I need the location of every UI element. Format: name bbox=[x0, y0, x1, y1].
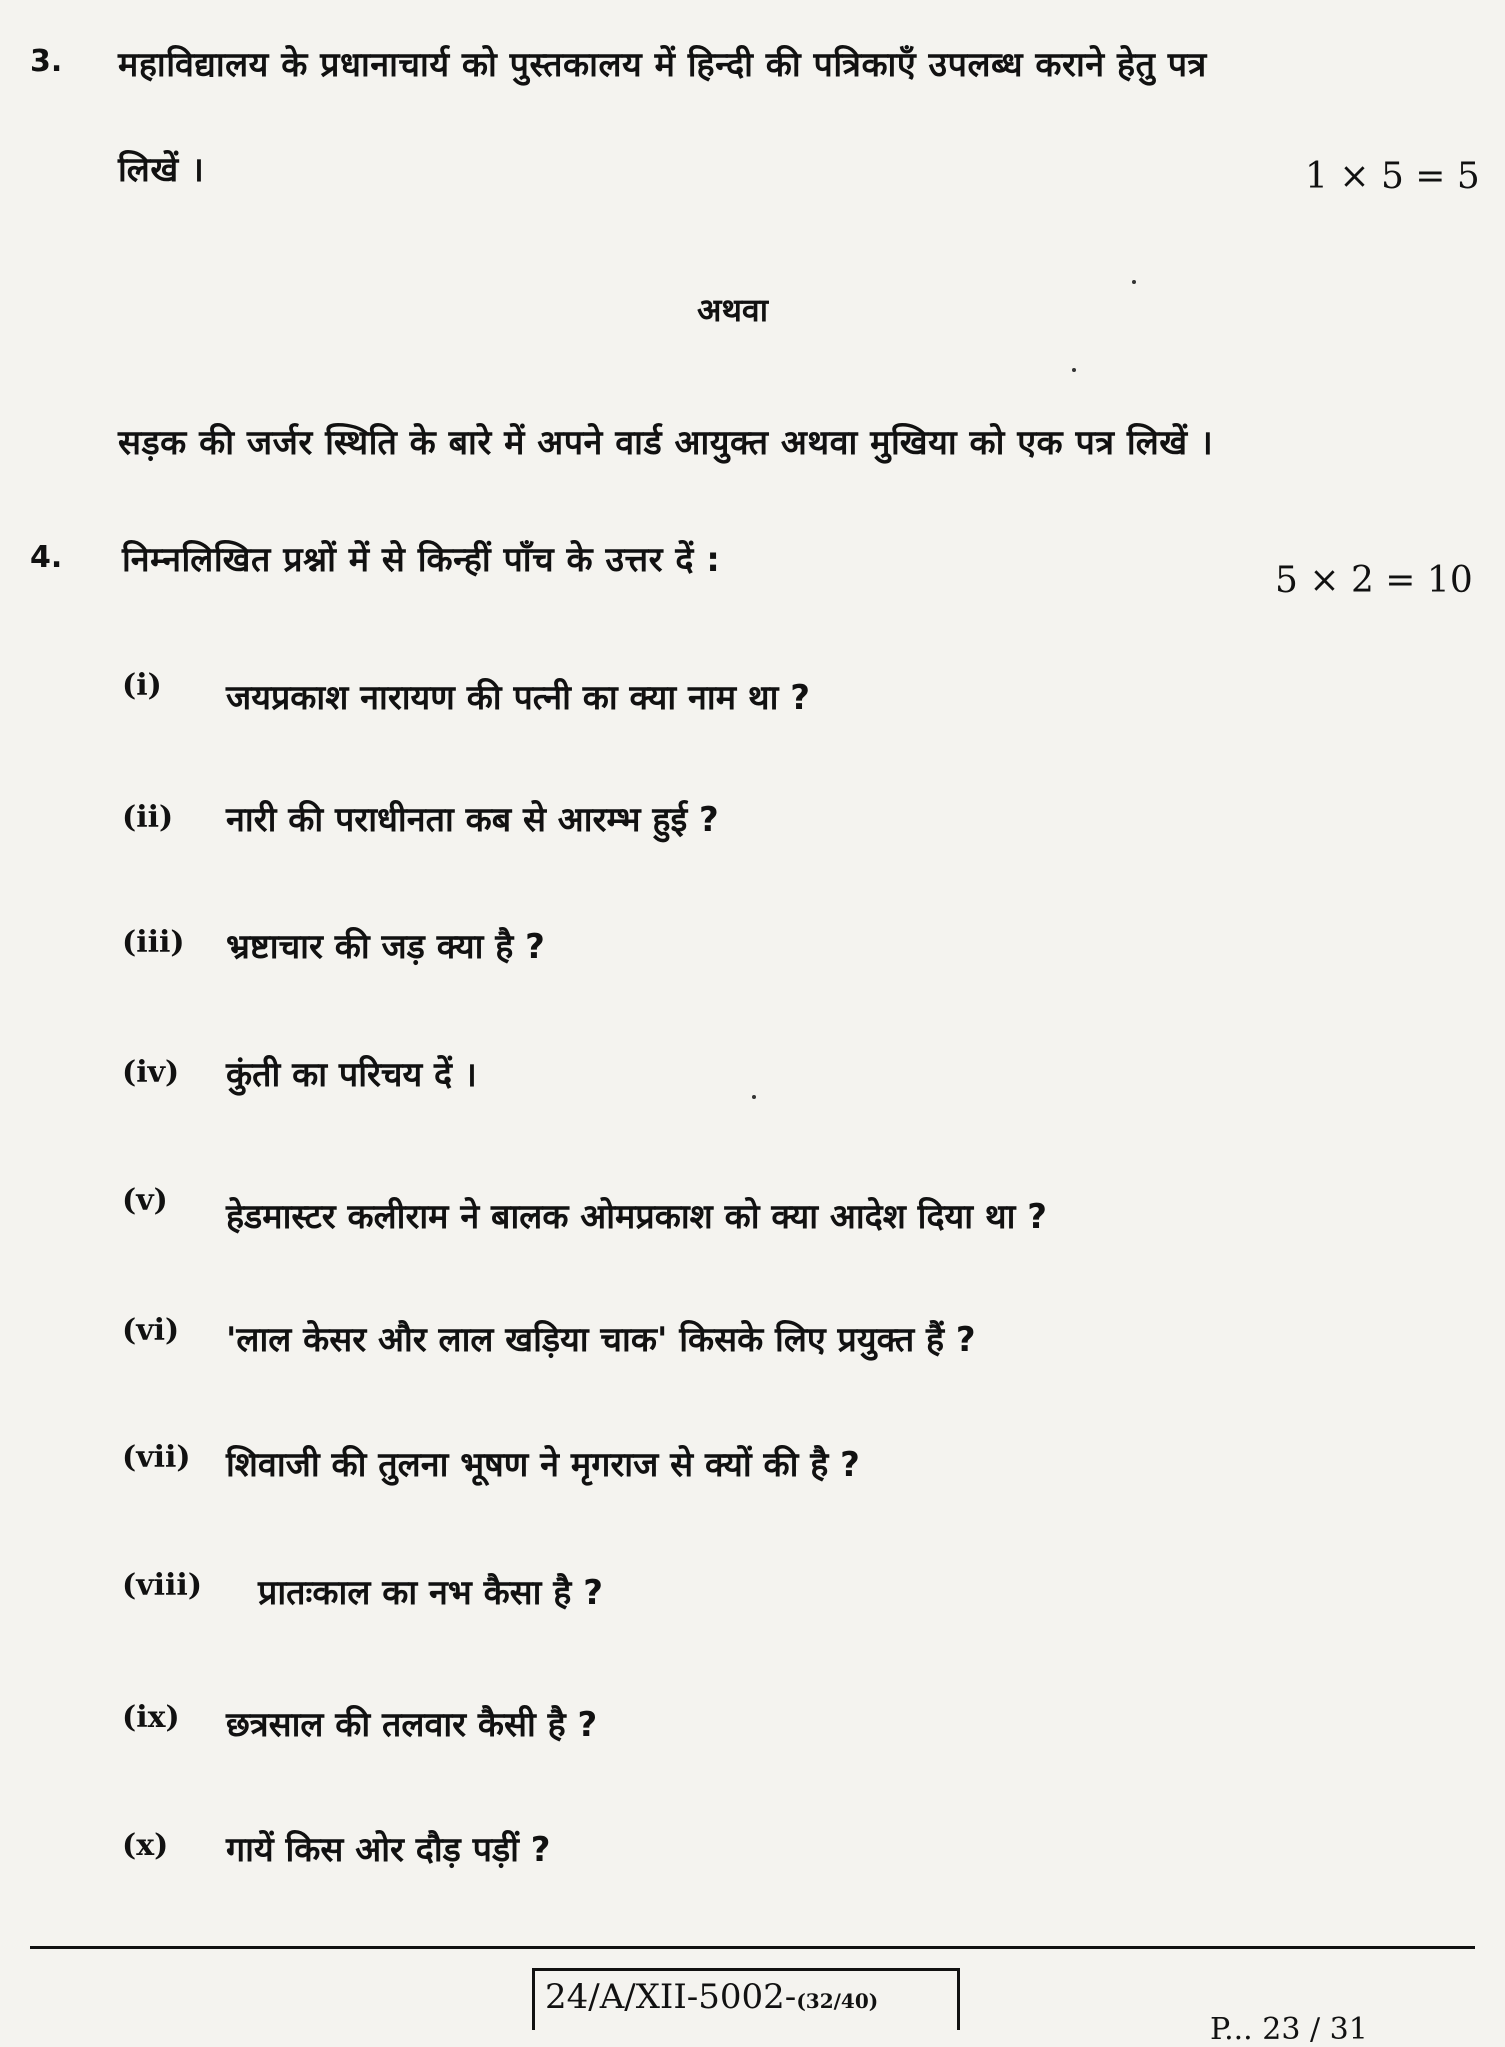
question-3-text-line1: महाविद्यालय के प्रधानाचार्य को पुस्तकालय में हिन्दी की पत्रिकाएँ उपलब्ध कराने हेतु पत्र bbox=[118, 45, 1207, 85]
subquestion-label: (iv) bbox=[122, 1055, 180, 1090]
subquestion-text: नारी की पराधीनता कब से आरम्भ हुई ? bbox=[226, 800, 719, 840]
subquestion-text: जयप्रकाश नारायण की पत्नी का क्या नाम था ? bbox=[226, 678, 810, 718]
question-3-number: 3. bbox=[30, 44, 63, 79]
subquestion-label: (vii) bbox=[122, 1440, 191, 1475]
scan-speck bbox=[1132, 280, 1136, 284]
subquestion-label: (ii) bbox=[122, 800, 174, 835]
footer-divider bbox=[30, 1946, 1475, 1949]
subquestion-label: (iii) bbox=[122, 925, 185, 960]
question-4-number: 4. bbox=[30, 540, 63, 575]
subquestion-text: छत्रसाल की तलवार कैसी है ? bbox=[226, 1705, 598, 1745]
subquestion-text: हेडमास्टर कलीराम ने बालक ओमप्रकाश को क्या आदेश दिया था ? bbox=[226, 1197, 1047, 1237]
subquestion-label: (x) bbox=[122, 1828, 169, 1863]
scan-speck bbox=[1072, 368, 1076, 372]
subquestion-text: शिवाजी की तुलना भूषण ने मृगराज से क्यों की है ? bbox=[226, 1445, 860, 1485]
subquestion-text: भ्रष्टाचार की जड़ क्या है ? bbox=[226, 927, 545, 967]
scan-speck bbox=[752, 1095, 756, 1099]
subquestion-label: (viii) bbox=[122, 1568, 203, 1603]
subquestion-text: गायें किस ओर दौड़ पड़ीं ? bbox=[226, 1830, 551, 1870]
paper-code: 24/A/XII-5002- bbox=[545, 1977, 797, 2017]
question-3-alternative-text: सड़क की जर्जर स्थिति के बारे में अपने वार्ड आयुक्त अथवा मुखिया को एक पत्र लिखें । bbox=[118, 423, 1214, 463]
subquestion-label: (i) bbox=[122, 668, 162, 703]
page-number-fragment: P... 23 / 31 bbox=[1210, 2012, 1368, 2047]
subquestion-label: (ix) bbox=[122, 1700, 180, 1735]
paper-code-box bbox=[532, 1968, 960, 2030]
paper-code-suffix: (32/40) bbox=[796, 1989, 879, 2013]
subquestion-text: प्रातःकाल का नभ कैसा है ? bbox=[258, 1573, 603, 1613]
subquestion-text: 'लाल केसर और लाल खड़िया चाक' किसके लिए प्रयुक्त हैं ? bbox=[226, 1320, 976, 1360]
subquestion-text: कुंती का परिचय दें । bbox=[226, 1055, 477, 1095]
subquestion-label: (v) bbox=[122, 1183, 168, 1218]
or-divider: अथवा bbox=[697, 291, 768, 329]
question-4-marks: 5 × 2 = 10 bbox=[1275, 560, 1473, 601]
question-3-text-line2: लिखें । bbox=[118, 150, 205, 190]
question-4-text: निम्नलिखित प्रश्नों में से किन्हीं पाँच के उत्तर दें : bbox=[122, 540, 721, 580]
subquestion-label: (vi) bbox=[122, 1313, 180, 1348]
question-3-marks: 1 × 5 = 5 bbox=[1305, 156, 1480, 197]
